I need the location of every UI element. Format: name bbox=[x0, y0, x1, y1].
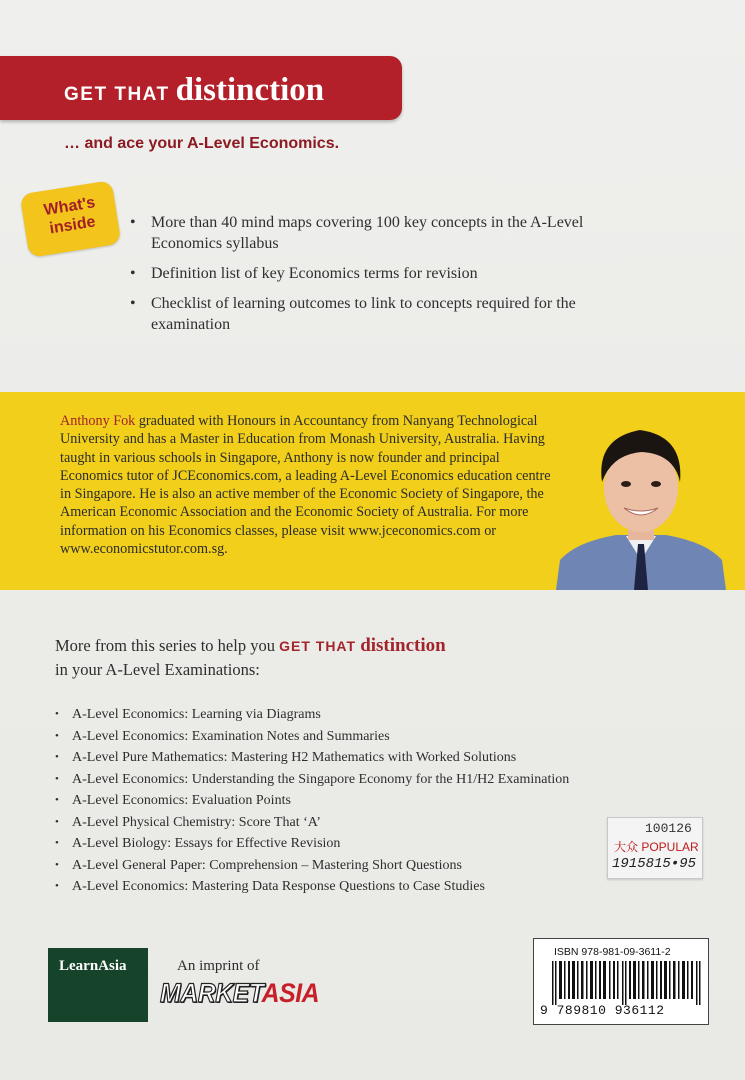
banner-distinction: distinction bbox=[175, 72, 325, 108]
marketasia-market: MARKET bbox=[160, 978, 262, 1008]
series-item: • A-Level Economics: Mastering Data Response Questions to Case Studies bbox=[55, 876, 675, 898]
series-item: • A-Level Biology: Essays for Effective Revision bbox=[55, 833, 675, 855]
sticker-price: 1915815•95 bbox=[612, 856, 697, 872]
whats-inside-list bbox=[130, 212, 650, 344]
inside-item: • More than 40 mind maps covering 100 key concepts in the A-Level Economics syllabus bbox=[130, 212, 650, 254]
sticker-code: 100126 bbox=[645, 821, 692, 836]
barcode-icon bbox=[552, 961, 704, 1005]
inside-item: • Definition list of key Economics terms for revision bbox=[130, 263, 650, 284]
author-name: Anthony Fok bbox=[60, 413, 136, 429]
whats-inside-line1: What's bbox=[42, 194, 97, 220]
series-item: • A-Level Economics: Learning via Diagrams bbox=[55, 704, 675, 726]
author-bio-text: graduated with Honours in Accountancy from Nanyang Technological University and has a Master in Education from Monash University, Australia. Having taught in various schools in Singapore, Anthony is now founder and principal Economics tutor of JCEconomics.com, a leading A-Level Economics education centre in Singapore. He is also an active member of the Economic Society of Singapore, the American Economic Association and the Economic Society of Australia. For more information on his Economics classes, please visit www.jceconomics.com or www.economicstutor.com.sg. bbox=[60, 413, 551, 558]
marketasia-logo bbox=[160, 978, 319, 1009]
more-distinction: distinction bbox=[360, 635, 446, 656]
whats-inside-line2: inside bbox=[48, 213, 97, 238]
price-sticker bbox=[607, 817, 703, 879]
series-item: • A-Level Economics: Understanding the Singapore Economy for the H1/H2 Examination bbox=[55, 769, 675, 791]
series-item: • A-Level Physical Chemistry: Score That ‘A’ bbox=[55, 812, 675, 834]
more-caps: GET THAT bbox=[279, 638, 357, 654]
banner-caps: GET THAT bbox=[64, 84, 170, 105]
series-item: • A-Level General Paper: Comprehension – Mastering Short Questions bbox=[55, 855, 675, 877]
sticker-store: 大众 POPULAR bbox=[614, 840, 699, 854]
more-from-series bbox=[55, 634, 575, 681]
imprint-text: An imprint of bbox=[177, 958, 260, 974]
learnasia-logo bbox=[48, 948, 148, 1022]
more-prefix: More from this series to help you bbox=[55, 636, 280, 655]
tagline: … and ace your A-Level Economics. bbox=[64, 135, 340, 152]
series-item: • A-Level Economics: Evaluation Points bbox=[55, 790, 675, 812]
series-list bbox=[55, 704, 675, 898]
isbn-digits: 9 789810 936112 bbox=[540, 1003, 665, 1018]
marketasia-asia: ASIA bbox=[261, 978, 320, 1008]
inside-item: • Checklist of learning outcomes to link to concepts required for the examination bbox=[130, 293, 650, 335]
series-item: • A-Level Economics: Examination Notes and Summaries bbox=[55, 726, 675, 748]
learnasia-text: LearnAsia bbox=[59, 958, 127, 974]
more-suffix: in your A-Level Examinations: bbox=[55, 660, 260, 679]
isbn-barcode-box bbox=[533, 938, 709, 1025]
author-bio bbox=[60, 412, 555, 558]
series-item: • A-Level Pure Mathematics: Mastering H2 Mathematics with Worked Solutions bbox=[55, 747, 675, 769]
banner-title bbox=[64, 72, 324, 109]
isbn-label: ISBN 978-981-09-3611-2 bbox=[554, 946, 671, 958]
author-photo bbox=[556, 410, 726, 590]
